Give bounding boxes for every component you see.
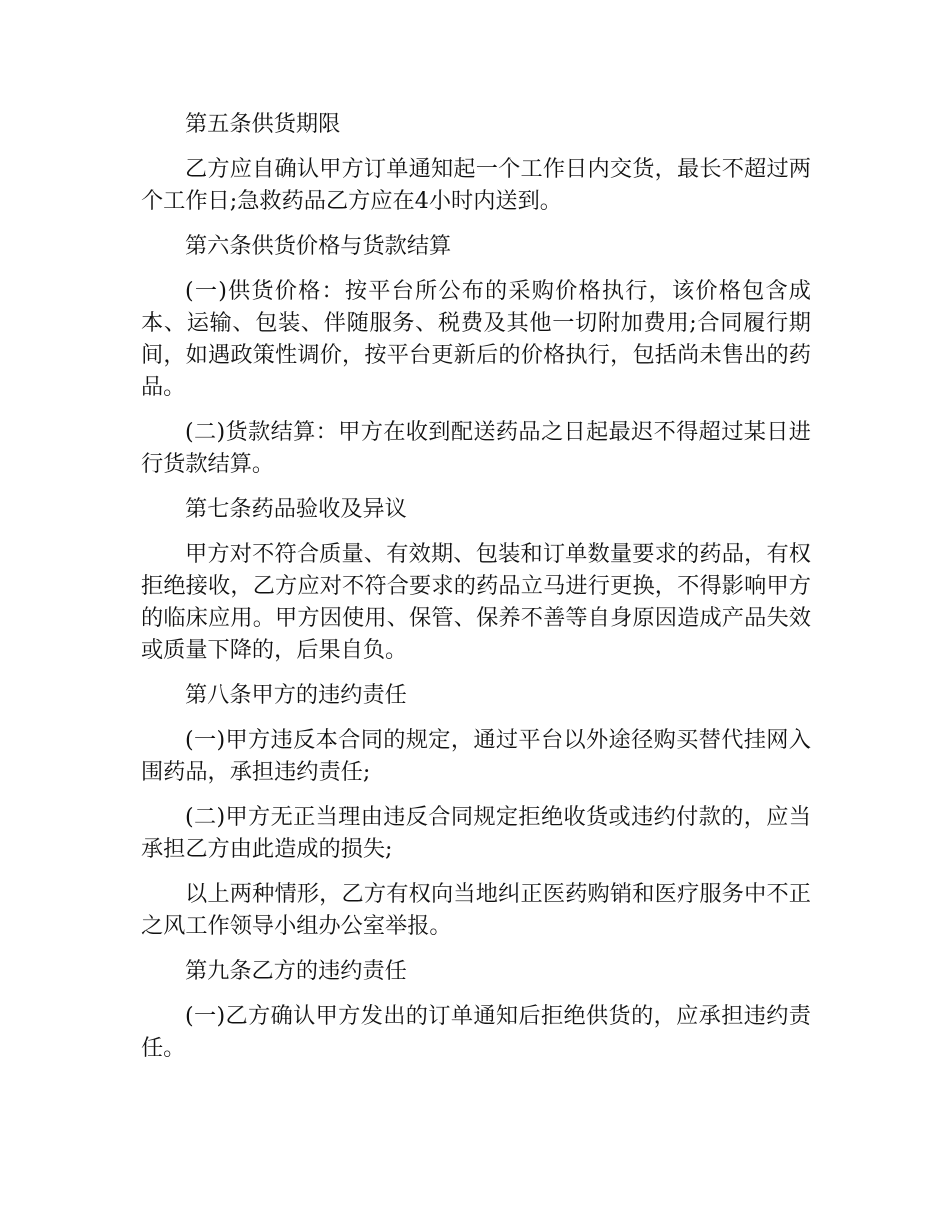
paragraph-report-right: 以上两种情形，乙方有权向当地纠正医药购销和医疗服务中不正之风工作领导小组办公室举报。 bbox=[141, 881, 811, 939]
paragraph-supply-price: (一)供货价格：按平台所公布的采购价格执行，该价格包含成本、运输、包装、伴随服务、税费及其他一切附加费用;合同履行期间，如遇政策性调价，按平台更新后的价格执行，包括尚未售出的药品。 bbox=[141, 278, 811, 400]
paragraph-acceptance: 甲方对不符合质量、有效期、包装和订单数量要求的药品，有权拒绝接收，乙方应对不符合要求的药品立马进行更换，不得影响甲方的临床应用。甲方因使用、保管、保养不善等自身原因造成产品失效或质量下降的，后果自负。 bbox=[141, 541, 811, 663]
heading-article-8: 第八条甲方的违约责任 bbox=[185, 682, 407, 708]
heading-article-7: 第七条药品验收及异议 bbox=[185, 496, 407, 522]
heading-article-6: 第六条供货价格与货款结算 bbox=[185, 233, 452, 259]
heading-article-5: 第五条供货期限 bbox=[185, 111, 341, 137]
paragraph-party-a-breach-1: (一)甲方违反本合同的规定，通过平台以外途径购买替代挂网入围药品，承担违约责任; bbox=[141, 727, 811, 785]
paragraph-delivery-term: 乙方应自确认甲方订单通知起一个工作日内交货，最长不超过两个工作日;急救药品乙方应在4小时内送到。 bbox=[141, 156, 811, 214]
heading-article-9: 第九条乙方的违约责任 bbox=[185, 958, 407, 984]
document-page bbox=[141, 108, 811, 1077]
paragraph-party-a-breach-2: (二)甲方无正当理由违反合同规定拒绝收货或违约付款的，应当承担乙方由此造成的损失; bbox=[141, 804, 811, 862]
paragraph-payment-settlement: (二)货款结算：甲方在收到配送药品之日起最迟不得超过某日进行货款结算。 bbox=[141, 419, 811, 477]
paragraph-party-b-breach-1: (一)乙方确认甲方发出的订单通知后拒绝供货的，应承担违约责任。 bbox=[141, 1003, 811, 1061]
